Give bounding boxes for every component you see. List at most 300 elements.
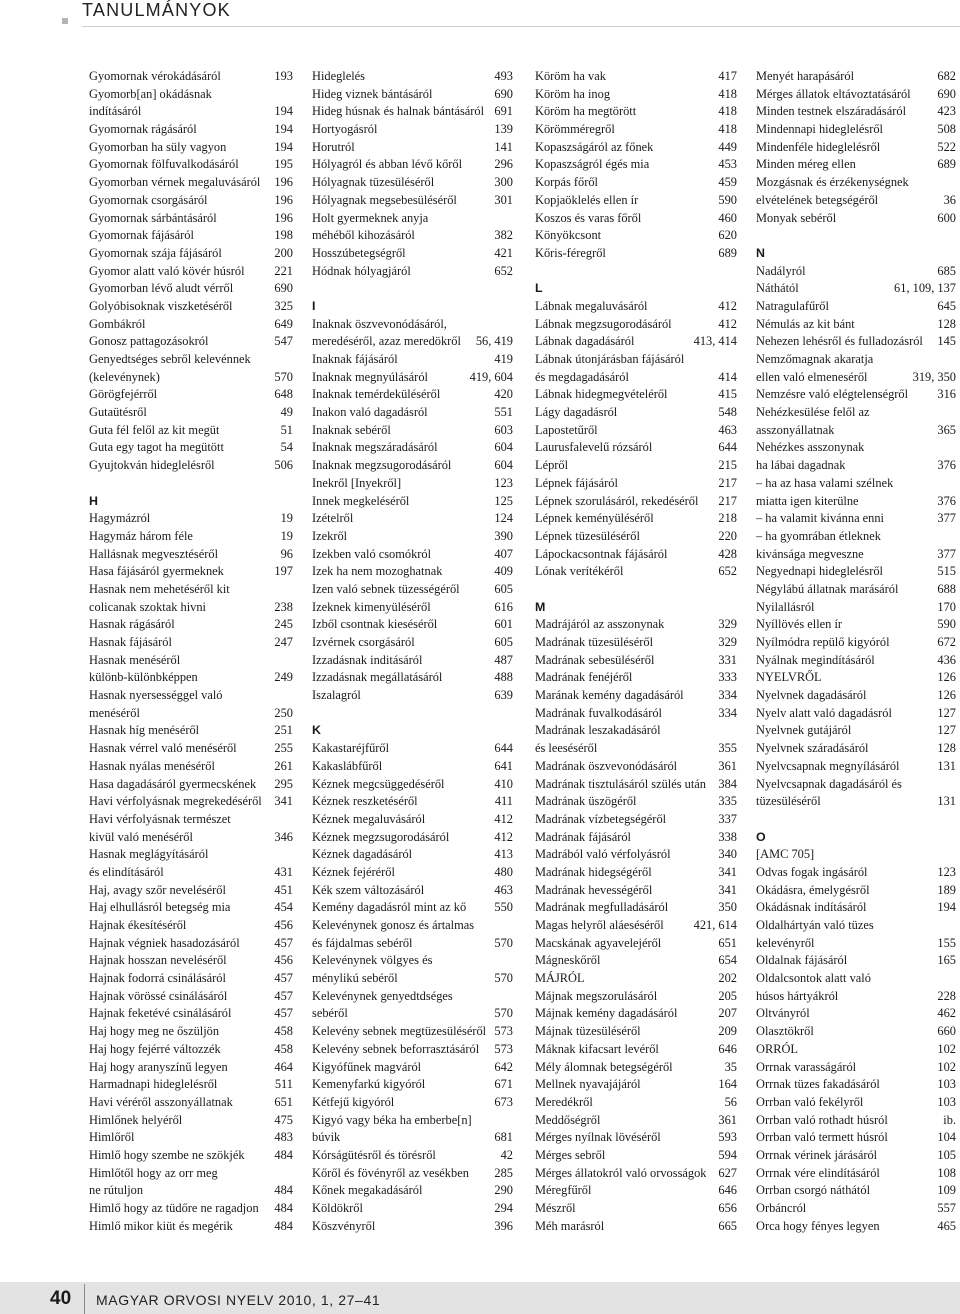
index-entry <box>89 1129 293 1147</box>
index-entry <box>756 1147 956 1165</box>
index-entry <box>756 439 956 457</box>
entry-text: Lónak verítékéről <box>535 564 624 579</box>
entry-page: 648 <box>274 387 293 402</box>
index-entry <box>756 103 956 121</box>
entry-page: 285 <box>494 1165 513 1180</box>
entry-text: Himlő hogy szembe ne szökjék <box>89 1147 245 1162</box>
entry-text: Hideg húsnak és halnak bántásáról <box>312 104 485 119</box>
entry-page: 649 <box>274 316 293 331</box>
entry-text: Natragulafűről <box>756 298 829 313</box>
index-entry <box>312 634 513 652</box>
entry-text: Inaknak öszvevonódásáról, <box>312 316 447 331</box>
entry-page: 412 <box>494 811 513 826</box>
entry-text: ORRÓL <box>756 1041 798 1056</box>
entry-page: 376 <box>937 458 956 473</box>
entry-text: Kéznek dagadásáról <box>312 847 413 862</box>
entry-page: 145 <box>937 334 956 349</box>
entry-page: 346 <box>274 829 293 844</box>
entry-page: 209 <box>718 1024 737 1039</box>
entry-page: 139 <box>494 122 513 137</box>
entry-page: 221 <box>274 263 293 278</box>
index-entry <box>756 68 956 86</box>
index-entry <box>535 882 737 900</box>
index-entry <box>535 669 737 687</box>
index-entry <box>89 599 293 617</box>
index-entry <box>756 917 956 935</box>
entry-text: Izek ha nem mozoghatnak <box>312 564 443 579</box>
entry-page: 261 <box>274 758 293 773</box>
entry-text: Oldalnak fájásáról <box>756 953 848 968</box>
index-entry <box>756 174 956 192</box>
entry-text: Hideglelés <box>312 69 365 83</box>
entry-text: Okádásnak indításáról <box>756 900 867 915</box>
entry-text: Hasnak híg menéséről <box>89 723 200 738</box>
page-number: 40 <box>50 1288 72 1309</box>
index-entry <box>535 1165 737 1183</box>
index-entry <box>312 669 513 687</box>
entry-page: 51 <box>280 422 293 437</box>
entry-page: 96 <box>280 546 293 561</box>
entry-page: 616 <box>494 599 513 614</box>
index-entry <box>89 1094 293 1112</box>
index-entry <box>312 1112 513 1130</box>
index-entry <box>89 192 293 210</box>
index-entry <box>89 935 293 953</box>
entry-page: 196 <box>274 175 293 190</box>
entry-page: 411 <box>494 794 513 809</box>
index-entry <box>312 1094 513 1112</box>
entry-page: 341 <box>718 864 737 879</box>
index-entry <box>535 546 737 564</box>
index-entry <box>756 210 956 228</box>
index-entry <box>89 634 293 652</box>
entry-text: Mérges sebről <box>535 1147 606 1162</box>
entry-page: 551 <box>494 405 513 420</box>
index-entry <box>756 298 956 316</box>
entry-page: 428 <box>718 546 737 561</box>
index-entry <box>535 174 737 192</box>
entry-text: Inaknak fájásáról <box>312 352 398 366</box>
entry-page: 570 <box>494 935 513 950</box>
entry-page: 570 <box>274 369 293 384</box>
entry-text: Havi vérfolyásnak természet <box>89 811 231 826</box>
entry-text: Lépről <box>535 458 569 473</box>
entry-text: Minden méreg ellen <box>756 157 856 172</box>
index-entry <box>312 1165 513 1183</box>
index-entry <box>535 1023 737 1041</box>
entry-text: Oldalhártyán való tüzes <box>756 918 874 932</box>
page-header <box>0 0 960 30</box>
entry-page: 35 <box>724 1059 737 1074</box>
entry-page: 102 <box>937 1041 956 1056</box>
entry-text: Hagymázról <box>89 511 151 526</box>
entry-page: 463 <box>718 422 737 437</box>
entry-text: Menyét harapásáról <box>756 69 855 83</box>
entry-page: 484 <box>274 1218 293 1233</box>
entry-text: Kopaszságáról az főnek <box>535 139 654 154</box>
entry-page: 410 <box>494 776 513 791</box>
entry-text: Hajnak hosszan neveléséről <box>89 953 227 968</box>
index-entry <box>89 528 293 546</box>
index-entry <box>312 1059 513 1077</box>
index-entry <box>312 1023 513 1041</box>
index-entry <box>312 139 513 157</box>
entry-text: Gyomornak csorgásáról <box>89 192 208 207</box>
index-entry <box>312 599 513 617</box>
entry-text: Madrából való vérfolyásról <box>535 847 671 862</box>
index-entry <box>312 811 513 829</box>
letter-label: K <box>312 723 321 738</box>
entry-text: Nyelv alatt való dagadásról <box>756 705 892 720</box>
entry-page: 198 <box>274 228 293 243</box>
entry-page: 56, 419 <box>475 334 513 349</box>
index-entry <box>89 652 293 670</box>
index-entry <box>89 864 293 882</box>
entry-text: Kőről és fövényről az vesékben <box>312 1165 469 1180</box>
entry-text: különb-különbképpen <box>89 670 198 685</box>
index-entry <box>756 952 956 970</box>
entry-text: Marának kemény dagadásáról <box>535 688 684 703</box>
entry-page: 295 <box>274 776 293 791</box>
entry-page: 382 <box>494 228 513 243</box>
entry-text: Izen való sebnek tüzességéről <box>312 581 460 596</box>
entry-text: Negyednapi hideglelésről <box>756 564 883 579</box>
entry-page: 164 <box>718 1077 737 1092</box>
entry-page: 600 <box>937 210 956 225</box>
entry-page: 104 <box>937 1130 956 1145</box>
entry-page: 483 <box>274 1130 293 1145</box>
entry-text: Hideg viznek bántásáról <box>312 86 433 101</box>
index-entry <box>89 210 293 228</box>
entry-text: ne rútuljon <box>89 1183 144 1198</box>
entry-text: Mérges állatokról való orvosságok <box>535 1165 707 1180</box>
entry-text: Izből csontnak kieséséről <box>312 617 438 632</box>
header-square-marker <box>62 18 68 24</box>
entry-text: Lábnak megaluvásáról <box>535 298 648 313</box>
entry-page: 451 <box>274 882 293 897</box>
entry-page: 128 <box>937 741 956 756</box>
entry-page: 131 <box>937 758 956 773</box>
entry-text: Kemény dagadásról mint az kő <box>312 900 467 915</box>
index-entry <box>535 1059 737 1077</box>
entry-page: 651 <box>274 1094 293 1109</box>
entry-text: Izvérnek csorgásáról <box>312 635 415 649</box>
index-entry <box>89 227 293 245</box>
entry-page: 376 <box>937 493 956 508</box>
index-entry <box>756 192 956 210</box>
entry-page: 407 <box>494 546 513 561</box>
index-entry <box>89 1076 293 1094</box>
index-entry <box>312 457 513 475</box>
entry-text: kivül való menéséről <box>89 829 193 844</box>
index-entry <box>89 776 293 794</box>
index-column-3 <box>535 68 737 1235</box>
index-entry <box>312 493 513 511</box>
entry-page: 652 <box>718 564 737 579</box>
entry-page: 412 <box>718 316 737 331</box>
entry-page: 458 <box>274 1041 293 1056</box>
entry-page: 165 <box>937 953 956 968</box>
index-entry <box>756 404 956 422</box>
entry-page: 458 <box>274 1024 293 1039</box>
index-entry <box>312 917 513 935</box>
index-entry <box>312 616 513 634</box>
index-entry <box>312 1218 513 1236</box>
index-entry <box>535 935 737 953</box>
index-entry <box>89 988 293 1006</box>
index-entry <box>89 1023 293 1041</box>
index-entry <box>89 351 293 369</box>
citation: 2010, 1, 27–41 <box>278 1292 381 1308</box>
index-entry <box>312 510 513 528</box>
entry-page: 338 <box>718 829 737 844</box>
entry-text: Lápockacsontnak fájásáról <box>535 546 668 561</box>
index-entry <box>756 899 956 917</box>
entry-page: 570 <box>494 971 513 986</box>
entry-text: Hólyagnak megsebesüléséről <box>312 192 457 207</box>
index-entry <box>89 1147 293 1165</box>
entry-text: colicanak szoktak hivni <box>89 599 206 614</box>
entry-text: Olasztökről <box>756 1024 814 1039</box>
entry-text: Kelevénynek genyedtdséges <box>312 988 453 1003</box>
entry-text: Lépnek szorulásáról, rekedéséről <box>535 493 699 508</box>
entry-page: 417 <box>718 69 737 83</box>
entry-page: 459 <box>718 175 737 190</box>
index-entry <box>756 652 956 670</box>
entry-page: 570 <box>494 1006 513 1021</box>
index-column-2 <box>312 68 513 1235</box>
entry-page: 493 <box>494 69 513 83</box>
index-entry <box>312 263 513 281</box>
entry-text: Hasnak nem mehetéséről kit <box>89 581 230 596</box>
index-entry <box>312 829 513 847</box>
entry-text: Hosszúbetegségről <box>312 245 406 260</box>
entry-page: 673 <box>494 1094 513 1109</box>
entry-page: 331 <box>718 652 737 667</box>
index-entry <box>535 192 737 210</box>
entry-page: 522 <box>937 139 956 154</box>
entry-text: Nyálnak megindításáról <box>756 652 875 667</box>
entry-page: 453 <box>718 157 737 172</box>
entry-text: Inaknak sebéről <box>312 422 391 437</box>
entry-text: Májnak megszorulásáról <box>535 988 658 1003</box>
entry-text: tüzesüléséről <box>756 794 821 809</box>
index-entry <box>756 970 956 988</box>
index-entry <box>756 846 956 864</box>
entry-page: 651 <box>718 935 737 950</box>
entry-text: Lapostetűről <box>535 422 598 437</box>
entry-text: sebéről <box>312 1006 348 1021</box>
entry-text: Madrának fájásáról <box>535 829 631 844</box>
entry-page: 409 <box>494 564 513 579</box>
entry-page: 421 <box>494 245 513 260</box>
entry-page: 42 <box>500 1147 513 1162</box>
index-entry <box>756 882 956 900</box>
index-entry <box>535 1041 737 1059</box>
index-entry <box>312 475 513 493</box>
index-entry <box>535 121 737 139</box>
entry-text: Nehezen lehésről és fulladozásról <box>756 334 923 349</box>
index-entry <box>312 528 513 546</box>
index-entry <box>312 86 513 104</box>
index-entry <box>89 846 293 864</box>
index-entry <box>756 616 956 634</box>
entry-page: 294 <box>494 1201 513 1215</box>
entry-page: 333 <box>718 670 737 685</box>
index-entry <box>312 899 513 917</box>
index-entry <box>535 776 737 794</box>
index-entry <box>312 776 513 794</box>
index-entry <box>312 156 513 174</box>
index-entry <box>535 475 737 493</box>
index-entry <box>756 422 956 440</box>
index-letter-heading <box>312 298 513 316</box>
entry-text: Hagymáz három féle <box>89 528 193 543</box>
entry-page: 218 <box>718 511 737 526</box>
entry-text: Gyomornak fájásáról <box>89 228 194 243</box>
entry-text: Hajnak ékesítéséről <box>89 918 187 932</box>
index-entry <box>756 493 956 511</box>
entry-page: 431 <box>274 864 293 879</box>
index-entry <box>756 333 956 351</box>
entry-page: 127 <box>937 723 956 738</box>
index-entry <box>756 156 956 174</box>
entry-text: NYELVRŐL <box>756 670 822 685</box>
index-entry <box>756 546 956 564</box>
entry-page: 61, 109, 137 <box>894 281 956 296</box>
letter-label: H <box>89 493 98 508</box>
index-entry <box>89 546 293 564</box>
entry-text: Lépnek fájásáról <box>535 475 618 490</box>
index-entry <box>312 245 513 263</box>
entry-text: Mellnek nyavajájáról <box>535 1077 641 1092</box>
entry-text: indításáról <box>89 104 142 119</box>
entry-text: Hasnak fájásáról <box>89 635 172 649</box>
entry-page: 325 <box>274 298 293 313</box>
index-entry <box>312 333 513 351</box>
index-entry <box>756 669 956 687</box>
entry-page: 334 <box>718 688 737 703</box>
entry-text: Görögfejérről <box>89 387 158 402</box>
entry-text: Gyomornak szája fájásáról <box>89 245 222 260</box>
index-entry <box>89 139 293 157</box>
entry-page: 413, 414 <box>693 334 737 349</box>
entry-text: Kakastaréjfűről <box>312 741 390 756</box>
entry-text: ellen való elmeneséről <box>756 369 868 384</box>
entry-page: 217 <box>718 475 737 490</box>
entry-page: 690 <box>274 281 293 296</box>
entry-page: 127 <box>937 705 956 720</box>
entry-text: Kelevénynek völgyes és <box>312 953 433 968</box>
index-entry <box>535 404 737 422</box>
entry-page: 419 <box>494 352 513 366</box>
entry-text: Kelevény sebnek beforrasztásáról <box>312 1041 480 1056</box>
entry-text: Iszalagról <box>312 688 361 703</box>
entry-page: 247 <box>274 635 293 649</box>
entry-text: Gyomornak fölfuvalkodásáról <box>89 157 239 172</box>
entry-text: búvik <box>312 1130 341 1145</box>
entry-text: Kéznek megaluvásáról <box>312 811 426 826</box>
index-entry <box>535 1076 737 1094</box>
index-entry <box>535 369 737 387</box>
entry-text: Köszvényről <box>312 1218 376 1233</box>
entry-page: 215 <box>718 458 737 473</box>
entry-text: Minden testnek elszáradásáról <box>756 104 907 119</box>
entry-page: 475 <box>274 1112 293 1127</box>
entry-text: Orca hogy fényes legyen <box>756 1218 880 1233</box>
index-entry <box>535 758 737 776</box>
entry-page: 484 <box>274 1201 293 1215</box>
entry-text: Orrnak vére elindításáról <box>756 1165 880 1180</box>
index-entry <box>756 386 956 404</box>
entry-page: 646 <box>718 1183 737 1198</box>
index-entry <box>312 1041 513 1059</box>
index-entry <box>756 722 956 740</box>
header-rule <box>82 26 960 27</box>
entry-page: 377 <box>937 546 956 561</box>
index-entry <box>535 86 737 104</box>
index-entry <box>312 1182 513 1200</box>
entry-text: Izeknek kimenyüléséről <box>312 599 431 614</box>
entry-text: Náthától <box>756 281 799 296</box>
entry-text: Orrnak vérinek járásáról <box>756 1147 878 1162</box>
entry-page: 301 <box>494 192 513 207</box>
entry-page: 413 <box>494 847 513 862</box>
entry-page: 639 <box>494 688 513 703</box>
entry-page: 195 <box>274 157 293 172</box>
entry-text: Nyelvcsapnak megnyílásáról <box>756 758 900 773</box>
entry-text: Mérges állatok eltávoztatásáról <box>756 86 911 101</box>
index-entry <box>756 935 956 953</box>
entry-text: Orrban csorgó náthától <box>756 1183 871 1198</box>
entry-text: Himlőtől hogy az orr meg <box>89 1165 218 1180</box>
entry-text: Hasa fájásáról gyermeknek <box>89 564 224 579</box>
index-entry <box>312 68 513 86</box>
entry-text: Innek megkeléséről <box>312 493 410 508</box>
entry-text: Hajnak fodorrá csinálásáról <box>89 971 226 986</box>
entry-text: Madrának hevességéről <box>535 882 653 897</box>
entry-text: Inaknak megszáradásáról <box>312 440 438 455</box>
index-letter-heading <box>89 493 293 511</box>
entry-page: 54 <box>280 440 293 455</box>
index-entry <box>312 1147 513 1165</box>
entry-text: Körömméregről <box>535 122 615 137</box>
entry-page: 316 <box>937 387 956 402</box>
entry-text: Inaknak temérdeküléséről <box>312 387 441 402</box>
index-entry <box>535 616 737 634</box>
entry-text: Gyomorban lévő aludt vérről <box>89 281 234 296</box>
index-entry <box>535 864 737 882</box>
entry-text: Madrának fuvalkodásáról <box>535 705 662 720</box>
index-entry <box>89 298 293 316</box>
entry-text: Meddőségről <box>535 1112 601 1127</box>
entry-page: 420 <box>494 387 513 402</box>
entry-text: MÁJRÓL <box>535 971 585 986</box>
index-entry <box>756 1129 956 1147</box>
entry-page: 465 <box>937 1218 956 1233</box>
index-entry <box>535 811 737 829</box>
index-entry <box>535 1218 737 1236</box>
entry-page: 108 <box>937 1165 956 1180</box>
entry-text: Harmadnapi hideglelésről <box>89 1077 218 1092</box>
index-entry <box>312 652 513 670</box>
entry-text: Madrának fenéjéről <box>535 670 633 685</box>
entry-text: húsos hártyákról <box>756 988 839 1003</box>
index-entry <box>89 280 293 298</box>
entry-text: Orrnak varasságáról <box>756 1059 857 1074</box>
entry-text: Oldalcsontok alatt való <box>756 971 871 986</box>
entry-page: 604 <box>494 440 513 455</box>
